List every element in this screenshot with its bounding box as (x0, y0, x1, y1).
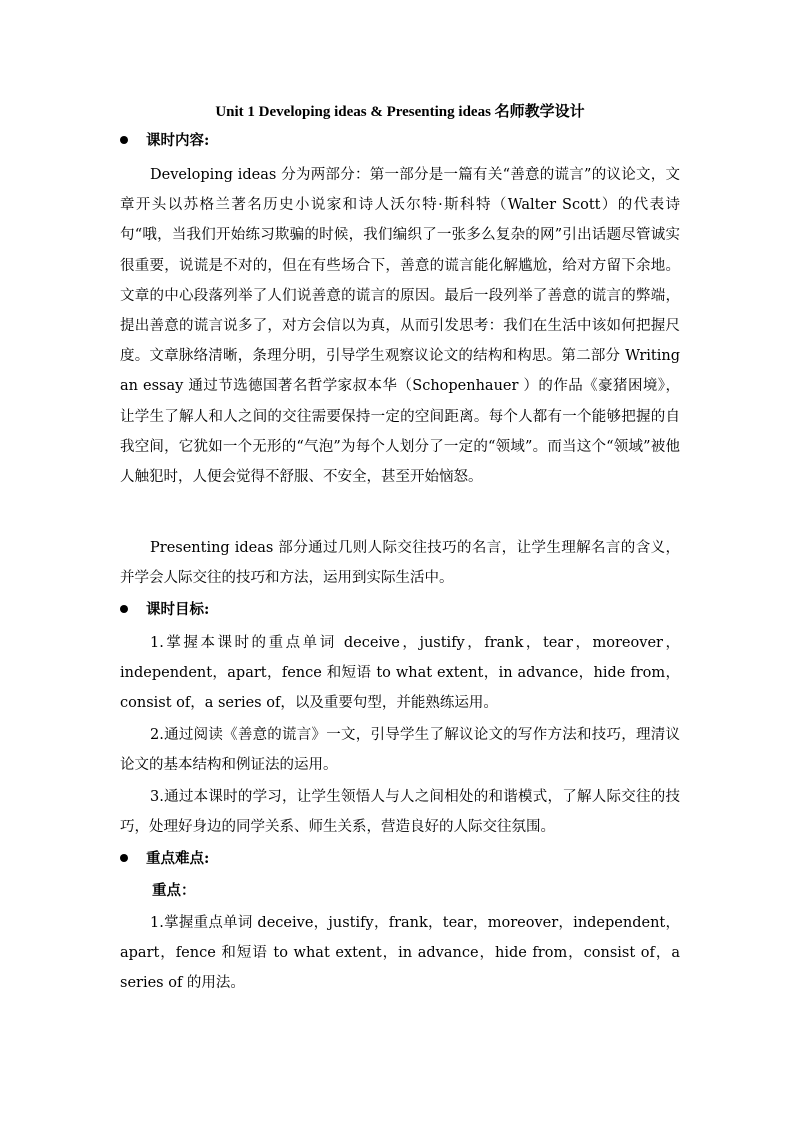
section-heading-goals (120, 597, 209, 623)
bullet-icon (120, 136, 128, 144)
document-title: Unit 1 Developing ideas & Presenting ideas 名师教学设计 (215, 104, 585, 120)
keypoint-item-1: 1.掌握重点单词 deceive，justify，frank，tear，moreover，independent，apart，fence 和短语 to what extent，in advance，hide from，consist of，a series of 的用法。 (120, 915, 680, 992)
section-heading-keypoints (120, 846, 209, 872)
section-heading-content (120, 128, 209, 154)
section-heading-keypoints-label: 重点难点: (146, 850, 210, 867)
section-heading-content-label: 课时内容: (146, 132, 210, 149)
bullet-icon (120, 854, 128, 862)
goal-item-1: 1.掌握本课时的重点单词 deceive，justify，frank，tear，moreover，independent，apart，fence 和短语 to what extent，in advance，hide from，consist of，a series of，以及重要句型，并能熟练运用。 (120, 635, 680, 712)
content-paragraph-2: Presenting ideas 部分通过几则人际交往技巧的名言，让学生理解名言的含义，并学会人际交往的技巧和方法，运用到实际生活中。 (120, 540, 680, 587)
bullet-icon (120, 605, 128, 613)
content-paragraph-1: Developing ideas 分为两部分：第一部分是一篇有关“善意的谎言”的议论文，文章开头以苏格兰著名历史小说家和诗人沃尔特·斯科特（Walter Scott）的代表诗句“哦，当我们开始练习欺骗的时候，我们编织了一张多么复杂的网”引出话题尽管诚实很重要，说谎是不对的，但在有些场合下，善意的谎言能化解尴尬，给对方留下余地。文章的中心段落列举了人们说善意的谎言的原因。最后一段列举了善意的谎言的弊端，提出善意的谎言说多了，对方会信以为真，从而引发思考：我们在生活中该如何把握尺度。文章脉络清晰，条理分明，引导学生观察议论文的结构和构思。第二部分 Writing an essay 通过节选德国著名哲学家叔本华（Schopenhauer ）的作品《豪猪困境》，让学生了解人和人之间的交往需要保持一定的空间距离。每个人都有一个能够把握的自我空间，它犹如一个无形的“气泡”为每个人划分了一定的“领域”。而当这个“领域”被他人触犯时，人便会觉得不舒服、不安全，甚至开始恼怒。 (120, 167, 680, 486)
section-heading-goals-label: 课时目标: (146, 601, 210, 618)
goal-item-2: 2.通过阅读《善意的谎言》一文，引导学生了解议论文的写作方法和技巧，理清议论文的基本结构和例证法的运用。 (120, 727, 680, 774)
keypoints-subheading: 重点： (152, 882, 196, 899)
goal-item-3: 3.通过本课时的学习，让学生领悟人与人之间相处的和谐模式，了解人际交往的技巧，处理好身边的同学关系、师生关系，营造良好的人际交往氛围。 (120, 789, 680, 836)
